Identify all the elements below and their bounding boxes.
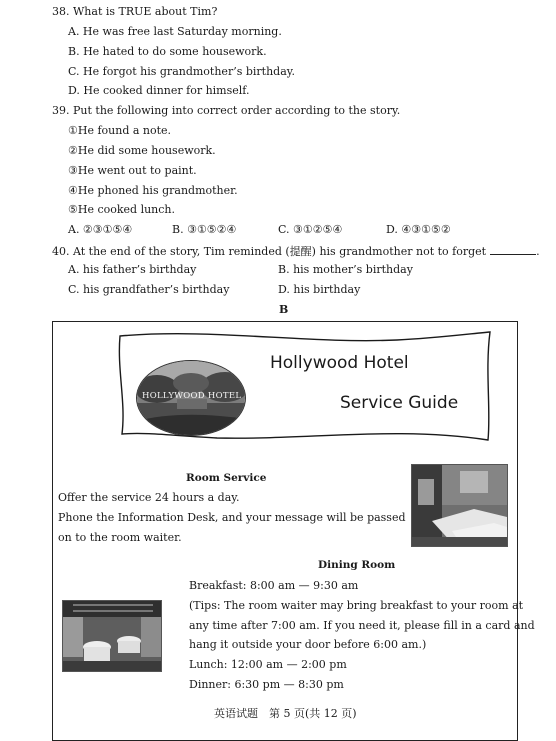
q38-stem: 38. What is TRUE about Tim? [52,5,218,18]
dining-room-tips-line-2: any time after 7:00 am. If you need it, please fill in a card and [189,619,535,632]
q38-option-b: B. He hated to do some housework. [68,45,267,58]
page-footer: 英语试题 第 5 页(共 12 页) [214,707,357,720]
q39-option-c: C. ③①②⑤④ [278,223,343,236]
dining-room-heading: Dining Room [318,559,396,571]
dining-room-dinner: Dinner: 6:30 pm — 8:30 pm [189,678,344,691]
q39-event-4: ④He phoned his grandmother. [68,184,238,197]
q39-option-d: D. ④③①⑤② [386,223,451,236]
q40-option-b: B. his mother’s birthday [278,263,413,276]
room-service-line-2: Phone the Information Desk, and your message will be passed [58,511,406,524]
q40-stem [52,243,540,259]
q40-stem-end: . [536,245,540,258]
q39-stem: 39. Put the following into correct order according to the story. [52,104,401,117]
section-label-b: B [279,303,289,316]
room-service-line-3: on to the room waiter. [58,531,182,544]
q40-option-d: D. his birthday [278,283,361,296]
q40-answer-blank [490,245,536,255]
q39-option-a: A. ②③①⑤④ [68,223,133,236]
q38-option-a: A. He was free last Saturday morning. [68,25,282,38]
q40-option-a: A. his father’s birthday [68,263,197,276]
room-service-heading: Room Service [186,472,267,484]
hotel-room-photo [411,464,508,547]
q38-option-c: C. He forgot his grandmother’s birthday. [68,65,296,78]
hotel-room-image [412,465,507,546]
dining-room-photo [62,600,162,672]
q39-event-3: ③He went out to paint. [68,164,197,177]
q40-stem-text: 40. At the end of the story, Tim reminded (提醒) his grandmother not to forget [52,245,487,258]
dining-room-tips-line-3: hang it outside your door before 6:00 am.) [189,638,427,651]
q38-option-d: D. He cooked dinner for himself. [68,84,250,97]
hotel-title: Hollywood Hotel [270,353,409,373]
q39-event-2: ②He did some housework. [68,144,216,157]
dining-room-lunch: Lunch: 12:00 am — 2:00 pm [189,658,347,671]
q39-event-1: ①He found a note. [68,124,172,137]
q40-option-c: C. his grandfather’s birthday [68,283,230,296]
room-service-line-1: Offer the service 24 hours a day. [58,491,240,504]
dining-room-image [63,601,161,671]
hotel-sign-lettering: HOLLYWOOD HOTEL [142,391,242,401]
dining-room-tips-line-1: (Tips: The room waiter may bring breakfast to your room at [189,599,524,612]
dining-room-breakfast: Breakfast: 8:00 am — 9:30 am [189,579,359,592]
q39-option-b: B. ③①⑤②④ [172,223,237,236]
hotel-subtitle: Service Guide [340,393,459,413]
q39-event-5: ⑤He cooked lunch. [68,203,176,216]
